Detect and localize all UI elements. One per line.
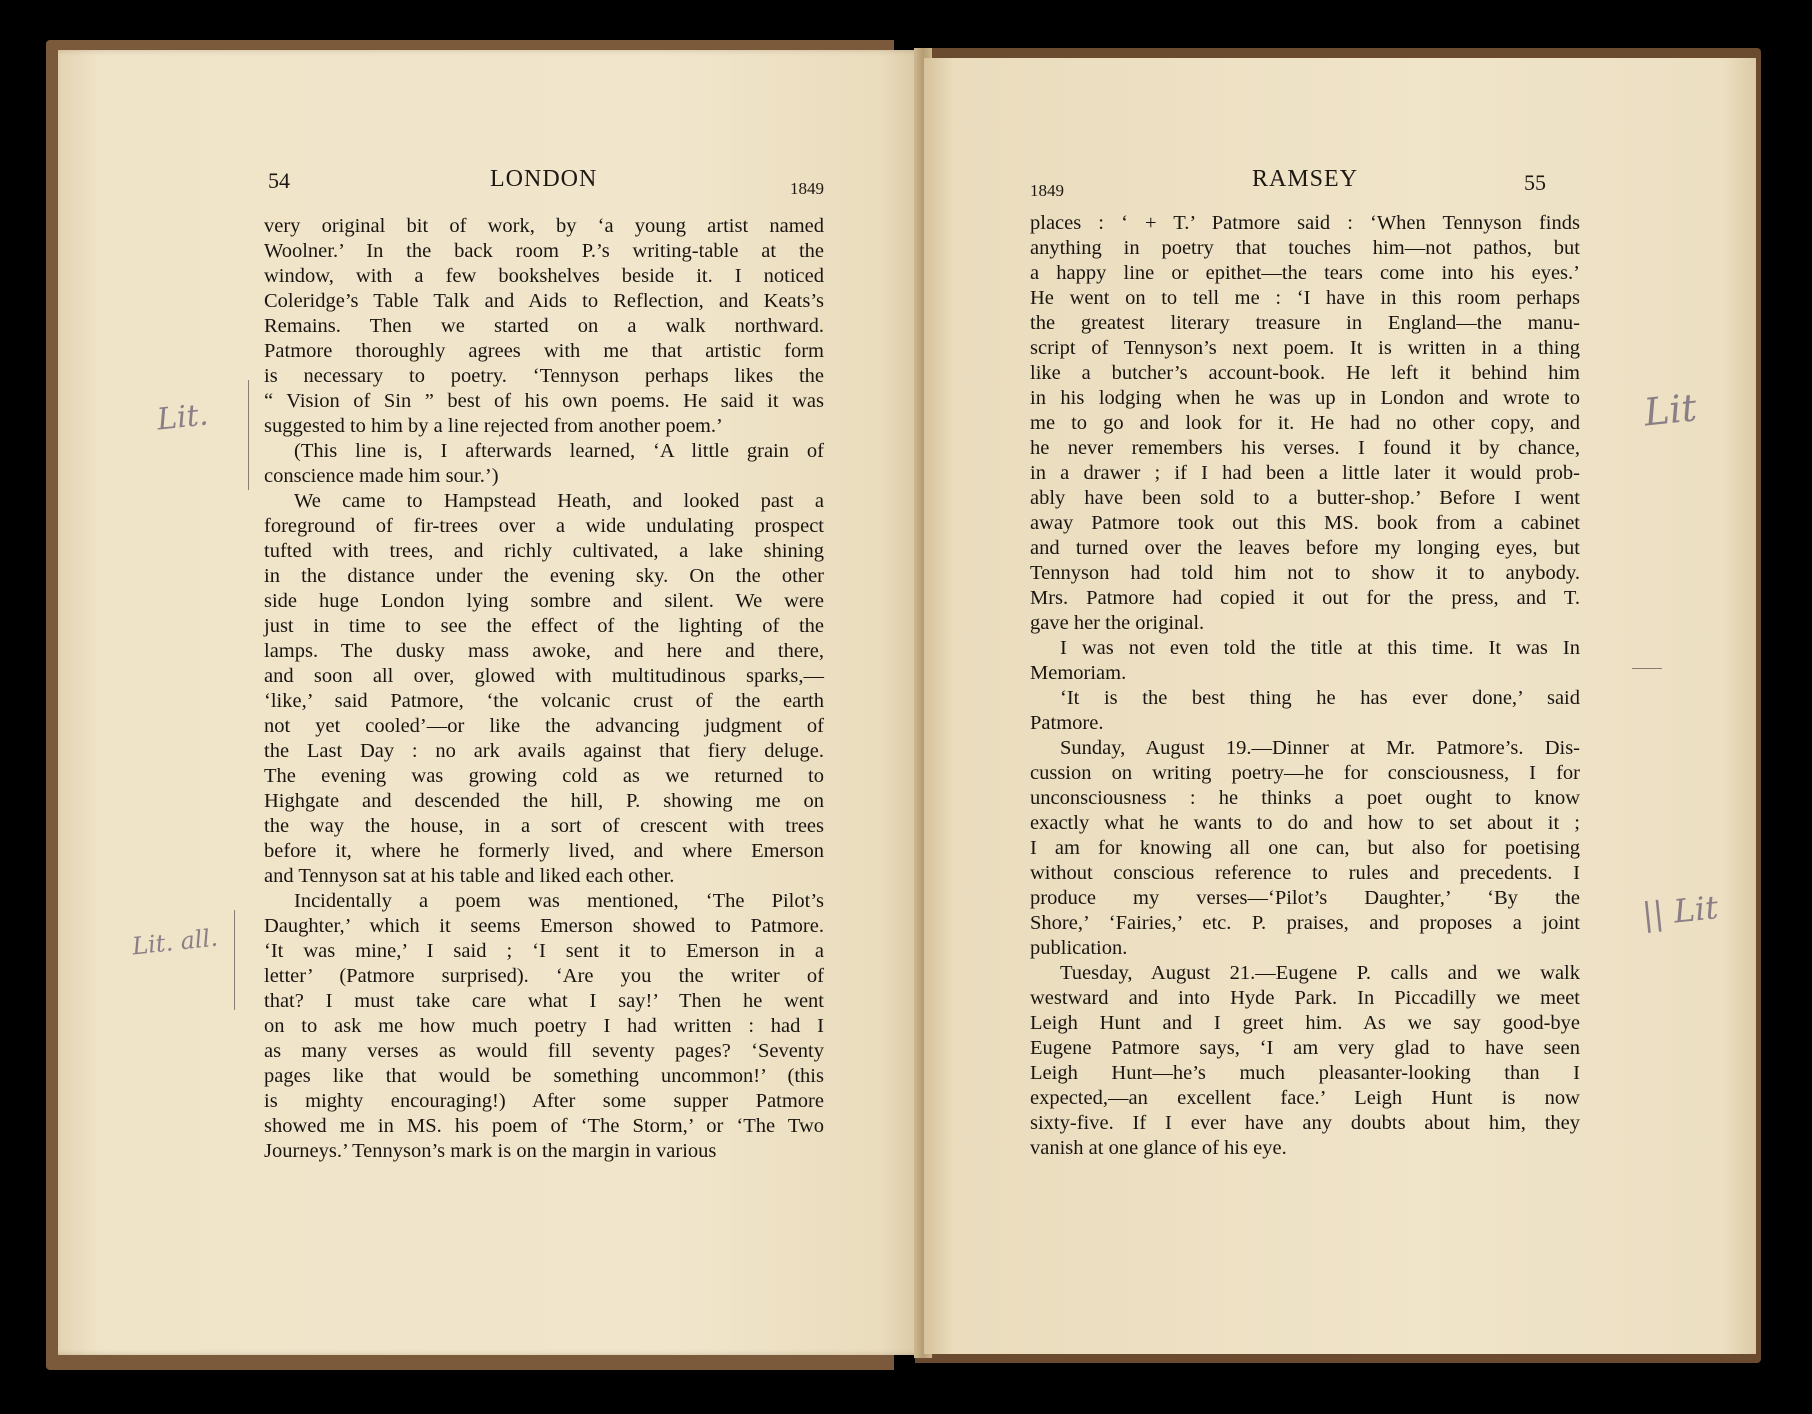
text-line: sixty-five. If I ever have any doubts about him, they	[1030, 1112, 1580, 1134]
text-line: He went on to tell me : ‘I have in this room perhaps	[1030, 287, 1580, 309]
right-folio: 55	[1524, 170, 1546, 195]
left-year: 1849	[790, 179, 824, 198]
text-line: ‘It is the best thing he has ever done,’ said	[1060, 687, 1580, 709]
text-line: Leigh Hunt and I greet him. As we say good-bye	[1030, 1012, 1580, 1034]
text-line: is mighty encouraging!) After some supper Patmore	[264, 1090, 824, 1112]
text-line: Remains. Then we started on a walk northward.	[264, 315, 824, 337]
text-line: cussion on writing poetry—he for consciousness, I for	[1030, 762, 1580, 784]
text-line: Journeys.’ Tennyson’s mark is on the margin in various	[264, 1140, 717, 1162]
text-line: Memoriam.	[1030, 662, 1127, 684]
right-year: 1849	[1030, 181, 1064, 200]
left-title: LONDON	[490, 166, 598, 192]
text-line: gave her the original.	[1030, 612, 1205, 634]
text-line: is necessary to poetry. ‘Tennyson perhaps likes the	[264, 365, 824, 387]
left-annotation-2: Lit. all.	[130, 923, 220, 961]
text-line: Tennyson had told him not to show it to anybody.	[1030, 562, 1580, 584]
text-line: The evening was growing cold as we returned to	[264, 765, 824, 787]
text-line: Mrs. Patmore had copied it out for the press, and T.	[1030, 587, 1580, 609]
text-line: We came to Hampstead Heath, and looked past a	[294, 490, 824, 512]
text-line: vanish at one glance of his eye.	[1030, 1137, 1287, 1159]
text-line: Highgate and descended the hill, P. showing me on	[264, 790, 824, 812]
text-line: ably have been sold to a butter-shop.’ Before I went	[1030, 487, 1580, 509]
text-line: Tuesday, August 21.—Eugene P. calls and we walk	[1060, 962, 1580, 984]
text-line: that? I must take care what I say!’ Then he went	[264, 990, 824, 1012]
text-line: as many verses as would fill seventy pages? ‘Seventy	[264, 1040, 824, 1062]
text-line: just in time to see the effect of the lighting of the	[264, 615, 824, 637]
text-line: script of Tennyson’s next poem. It is written in a thing	[1030, 337, 1580, 359]
text-line: pages like that would be something uncommon!’ (this	[264, 1065, 824, 1087]
text-line: I was not even told the title at this time. It was In	[1060, 637, 1580, 659]
text-line: in his lodging when he was up in London and wrote to	[1030, 387, 1580, 409]
text-line: Patmore.	[1030, 712, 1104, 734]
text-line: letter’ (Patmore surprised). ‘Are you the writer of	[264, 965, 824, 987]
text-line: like a butcher’s account-book. He left it behind him	[1030, 362, 1580, 384]
right-body-text	[1030, 211, 1580, 1161]
text-line: he never remembers his verses. I found it by chance,	[1030, 437, 1580, 459]
text-line: Daughter,’ which it seems Emerson showed to Patmore.	[264, 915, 824, 937]
left-body-text	[264, 214, 824, 1164]
text-line: away Patmore took out this MS. book from a cabinet	[1030, 512, 1580, 534]
text-line: I am for knowing all one can, but also for poetising	[1030, 837, 1580, 859]
text-line: the way the house, in a sort of crescent with trees	[264, 815, 824, 837]
text-line: before it, where he formerly lived, and where Emerson	[264, 840, 824, 862]
text-line: in a drawer ; if I had been a little later it would prob-	[1030, 462, 1580, 484]
text-line: ‘It was mine,’ I said ; ‘I sent it to Emerson in a	[264, 940, 824, 962]
text-line: Woolner.’ In the back room P.’s writing-table at the	[264, 240, 824, 262]
text-line: tufted with trees, and richly cultivated, a lake shining	[264, 540, 824, 562]
text-line: (This line is, I afterwards learned, ‘A little grain of	[294, 440, 824, 462]
text-line: on to ask me how much poetry I had written : had I	[264, 1015, 824, 1037]
text-line: Leigh Hunt—he’s much pleasanter-looking than I	[1030, 1062, 1580, 1084]
left-bracket-2	[234, 910, 235, 1010]
right-page	[924, 58, 1756, 1354]
text-line: Incidentally a poem was mentioned, ‘The Pilot’s	[294, 890, 824, 912]
left-page	[58, 50, 924, 1355]
text-line: exactly what he wants to do and how to set about it ;	[1030, 812, 1580, 834]
text-line: “ Vision of Sin ” best of his own poems. He said it was	[264, 390, 824, 412]
text-line: produce my verses—‘Pilot’s Daughter,’ ‘By the	[1030, 887, 1580, 909]
text-line: the Last Day : no ark avails against that fiery deluge.	[264, 740, 824, 762]
text-line: and turned over the leaves before my longing eyes, but	[1030, 537, 1580, 559]
right-mark	[1632, 638, 1662, 669]
text-line: without conscious reference to rules and precedents. I	[1030, 862, 1580, 884]
text-line: publication.	[1030, 937, 1128, 959]
text-line: Shore,’ ‘Fairies,’ etc. P. praises, and proposes a joint	[1030, 912, 1580, 934]
text-line: Eugene Patmore says, ‘I am very glad to have seen	[1030, 1037, 1580, 1059]
text-line: Coleridge’s Table Talk and Aids to Reflection, and Keats’s	[264, 290, 824, 312]
left-folio: 54	[268, 168, 290, 193]
right-annotation-2: || Lit	[1640, 888, 1720, 934]
text-line: westward and into Hyde Park. In Piccadilly we meet	[1030, 987, 1580, 1009]
text-line: a happy line or epithet—the tears come into his eyes.’	[1030, 262, 1580, 284]
text-line: very original bit of work, by ‘a young artist named	[264, 215, 824, 237]
right-annotation-1: Lit	[1641, 385, 1699, 435]
text-line: expected,—an excellent face.’ Leigh Hunt is now	[1030, 1087, 1580, 1109]
text-line: window, with a few bookshelves beside it. I noticed	[264, 265, 824, 287]
text-line: Patmore thoroughly agrees with me that artistic form	[264, 340, 824, 362]
text-line: and soon all over, glowed with multitudinous sparks,—	[264, 665, 824, 687]
text-line: ‘like,’ said Patmore, ‘the volcanic crust of the earth	[264, 690, 824, 712]
text-line: not yet cooled’—or like the advancing judgment of	[264, 715, 824, 737]
text-line: anything in poetry that touches him—not pathos, but	[1030, 237, 1580, 259]
text-line: side huge London lying sombre and silent. We were	[264, 590, 824, 612]
text-line: showed me in MS. his poem of ‘The Storm,’ or ‘The Two	[264, 1115, 824, 1137]
text-line: lamps. The dusky mass awoke, and here and there,	[264, 640, 824, 662]
text-line: the greatest literary treasure in England—the manu-	[1030, 312, 1580, 334]
text-line: and Tennyson sat at his table and liked each other.	[264, 865, 675, 887]
text-line: Sunday, August 19.—Dinner at Mr. Patmore’s. Dis-	[1060, 737, 1580, 759]
left-bracket-1	[248, 380, 249, 490]
text-line: unconsciousness : he thinks a poet ought to know	[1030, 787, 1580, 809]
text-line: me to go and look for it. He had no other copy, and	[1030, 412, 1580, 434]
text-line: conscience made him sour.’)	[264, 465, 499, 487]
text-line: foreground of fir-trees over a wide undulating prospect	[264, 515, 824, 537]
text-line: places : ‘ + T.’ Patmore said : ‘When Tennyson finds	[1030, 212, 1580, 234]
text-line: suggested to him by a line rejected from another poem.’	[264, 415, 723, 437]
text-line: in the distance under the evening sky. On the other	[264, 565, 824, 587]
right-title: RAMSEY	[1252, 166, 1359, 192]
left-annotation-1: Lit.	[155, 397, 210, 438]
